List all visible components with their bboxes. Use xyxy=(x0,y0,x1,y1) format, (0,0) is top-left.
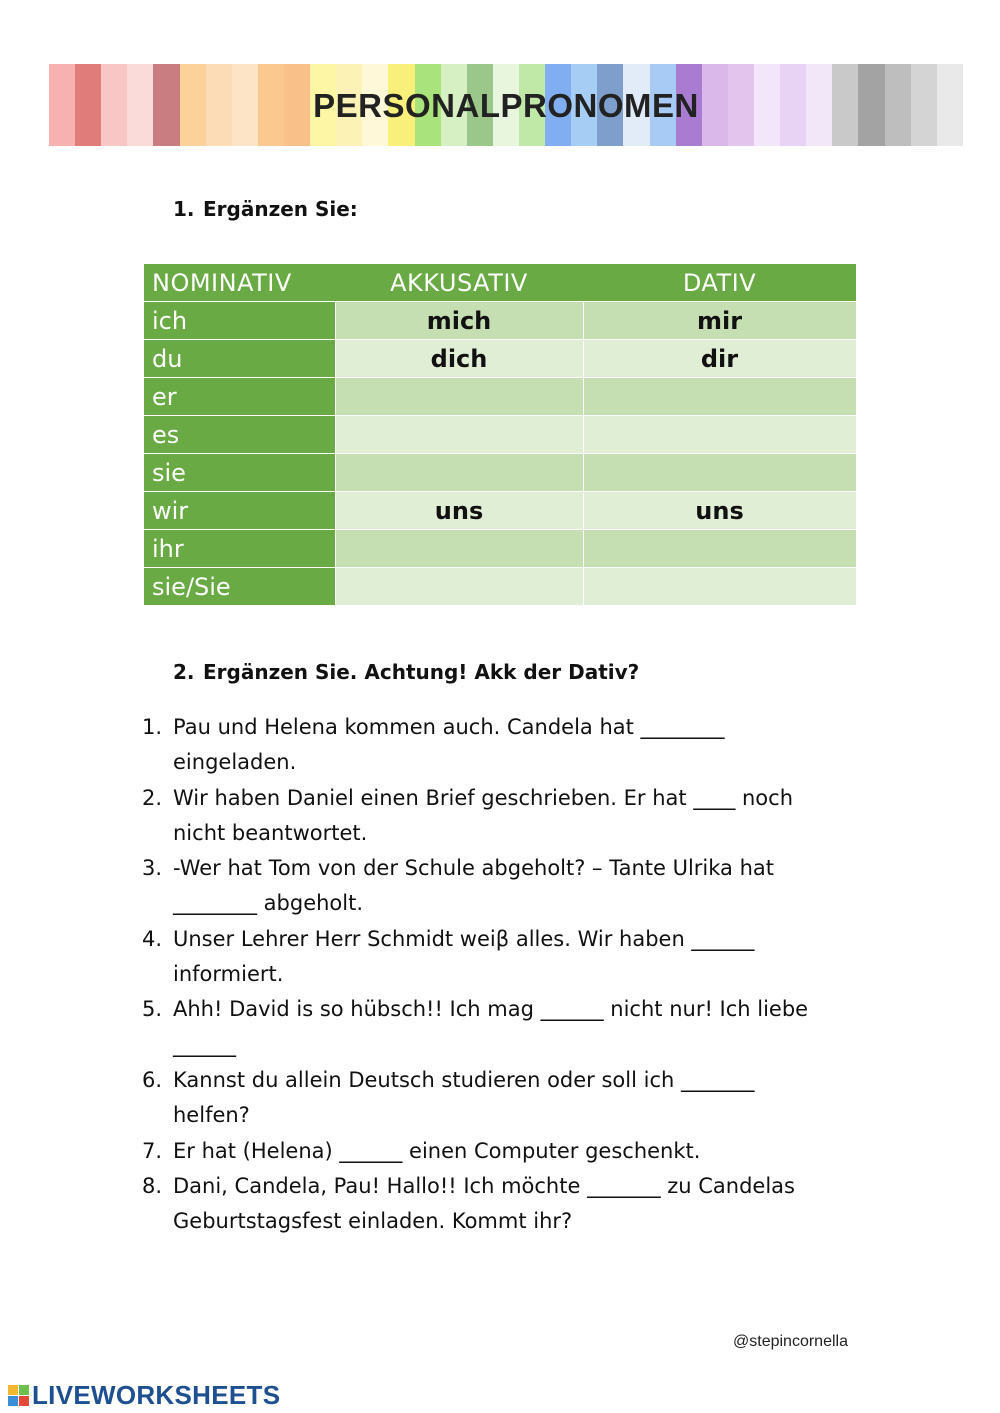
nominativ-cell: ich xyxy=(144,302,335,340)
exercise-number: 4. xyxy=(142,926,163,951)
akkusativ-cell[interactable]: dich xyxy=(335,340,583,378)
exercise-item xyxy=(142,781,862,852)
table-row xyxy=(144,378,856,416)
exercise-line: Kannst du allein Deutsch studieren oder soll ich _______ xyxy=(173,1067,755,1092)
header-nominativ: NOMINATIV xyxy=(144,264,335,302)
exercise-line: Ahh! David is so hübsch!! Ich mag ______ nicht nur! Ich liebe xyxy=(173,997,809,1022)
table-row xyxy=(144,492,856,530)
nominativ-cell: sie xyxy=(144,454,335,492)
section-2-number: 2. xyxy=(173,660,195,684)
nominativ-cell: du xyxy=(144,340,335,378)
akkusativ-cell[interactable] xyxy=(335,530,583,568)
exercise-text xyxy=(173,710,862,781)
logo-square-icon xyxy=(8,1396,18,1406)
akkusativ-cell[interactable]: uns xyxy=(335,492,583,530)
section-1-text: Ergänzen Sie: xyxy=(203,197,358,221)
exercise-item xyxy=(142,1169,862,1240)
akkusativ-cell[interactable]: mich xyxy=(335,302,583,340)
liveworksheets-icon xyxy=(8,1385,29,1406)
nominativ-cell: sie/Sie xyxy=(144,568,335,606)
exercise-number: 1. xyxy=(142,715,163,739)
akkusativ-cell[interactable] xyxy=(335,378,583,416)
table-row xyxy=(144,530,856,568)
liveworksheets-logo[interactable] xyxy=(8,1380,280,1411)
exercise-item xyxy=(142,922,862,993)
exercise-number: 2. xyxy=(142,785,163,810)
nominativ-cell: er xyxy=(144,378,335,416)
exercise-item xyxy=(142,851,862,922)
akkusativ-cell[interactable] xyxy=(335,568,583,606)
table-row xyxy=(144,568,856,606)
nominativ-cell: ihr xyxy=(144,530,335,568)
exercise-line: Er hat (Helena) ______ einen Computer geschenkt. xyxy=(173,1138,701,1163)
logo-square-icon xyxy=(8,1385,18,1395)
exercise-number: 6. xyxy=(142,1067,163,1092)
nominativ-cell: es xyxy=(144,416,335,454)
exercise-number: 3. xyxy=(142,856,163,881)
dativ-cell[interactable] xyxy=(583,568,856,606)
header-akkusativ: AKKUSATIV xyxy=(335,264,583,302)
exercise-line: -Wer hat Tom von der Schule abgeholt? – Tante Ulrika hat xyxy=(173,856,775,881)
exercise-text xyxy=(173,1134,862,1169)
exercise-line: nicht beantwortet. xyxy=(173,820,368,845)
dativ-cell[interactable]: dir xyxy=(583,340,856,378)
exercise-number: 7. xyxy=(142,1138,163,1163)
exercise-line: helfen? xyxy=(173,1103,250,1128)
section-2-heading xyxy=(173,660,639,684)
section-1-heading xyxy=(173,197,358,221)
dativ-cell[interactable] xyxy=(583,416,856,454)
exercise-text xyxy=(173,781,862,852)
dativ-cell[interactable]: mir xyxy=(583,302,856,340)
liveworksheets-brand-text: LIVEWORKSHEETS xyxy=(32,1380,281,1410)
header-dativ: DATIV xyxy=(583,264,856,302)
table-row xyxy=(144,302,856,340)
exercise-line: eingeladen. xyxy=(173,750,297,775)
table-header-row xyxy=(144,264,856,302)
akkusativ-cell[interactable] xyxy=(335,454,583,492)
author-credit: @stepincornella xyxy=(733,1333,848,1350)
exercise-item xyxy=(142,992,862,1063)
dativ-cell[interactable]: uns xyxy=(583,492,856,530)
pronoun-table xyxy=(144,264,857,606)
exercise-line: ______ xyxy=(173,1032,236,1057)
table-row xyxy=(144,454,856,492)
section-1-number: 1. xyxy=(173,197,195,221)
exercise-number: 8. xyxy=(142,1173,163,1198)
table-row xyxy=(144,340,856,378)
exercise-line: Geburtstagsfest einladen. Kommt ihr? xyxy=(173,1209,573,1234)
page-title: PERSONALPRONOMEN xyxy=(313,87,699,124)
nominativ-cell: wir xyxy=(144,492,335,530)
exercise-text xyxy=(173,1169,862,1240)
exercise-item xyxy=(142,710,862,781)
dativ-cell[interactable] xyxy=(583,378,856,416)
exercise-text xyxy=(173,922,862,993)
section-2-text: Ergänzen Sie. Achtung! Akk der Dativ? xyxy=(203,660,640,684)
logo-square-icon xyxy=(19,1385,29,1395)
exercise-line: Pau und Helena kommen auch. Candela hat ________ xyxy=(173,715,725,739)
exercise-item xyxy=(142,1134,862,1169)
dativ-cell[interactable] xyxy=(583,454,856,492)
exercise-number: 5. xyxy=(142,997,163,1022)
exercise-line: ________ abgeholt. xyxy=(173,891,364,916)
dativ-cell[interactable] xyxy=(583,530,856,568)
exercise-text xyxy=(173,992,862,1063)
akkusativ-cell[interactable] xyxy=(335,416,583,454)
table-row xyxy=(144,416,856,454)
logo-square-icon xyxy=(19,1396,29,1406)
exercise-text xyxy=(173,1063,862,1134)
exercise-line: Unser Lehrer Herr Schmidt weiβ alles. Wir haben ______ xyxy=(173,926,755,951)
exercise-list xyxy=(142,710,862,1239)
exercise-text xyxy=(173,851,862,922)
exercise-item xyxy=(142,1063,862,1134)
exercise-line: Wir haben Daniel einen Brief geschrieben. Er hat ____ noch xyxy=(173,785,794,810)
exercise-line: Dani, Candela, Pau! Hallo!! Ich möchte _______ zu Candelas xyxy=(173,1173,795,1198)
exercise-line: informiert. xyxy=(173,962,284,987)
